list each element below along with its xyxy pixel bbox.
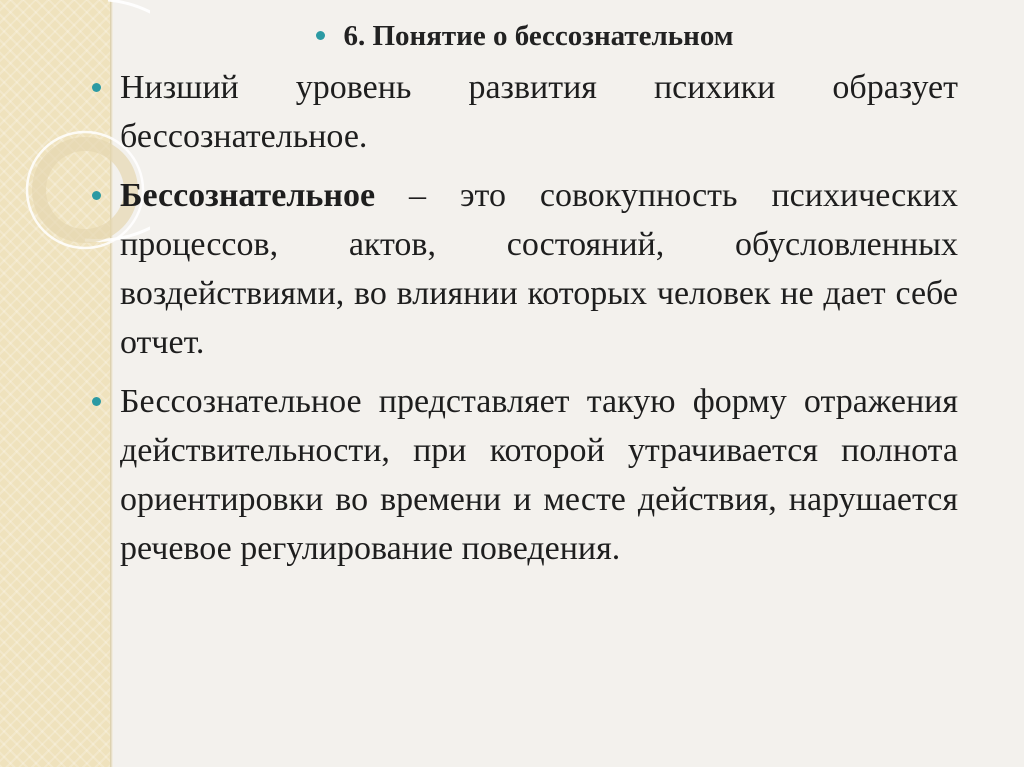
bullet-icon [92,397,101,406]
item-text: Низший уровень развития психики образует бессознательное. [120,69,958,155]
item-text: – это совокупность психических процессов, актов, состояний, обусловленных воздействиями, во влиянии которых человек не дает себе отчет. [120,177,958,361]
slide-title-row [92,20,958,53]
list-item [92,171,958,367]
item-text: Бессознательное представляет такую форму отражения действительности, при которой утрачивается полнота ориентировки во времени и месте действия, нарушается речевое регулирование поведения. [120,383,958,567]
slide-title: 6. Понятие о бессознательном [343,20,734,52]
slide-content [92,20,958,583]
list-item [92,63,958,161]
item-term: Бессознательное [120,177,376,214]
bullet-icon [92,83,101,92]
bullet-icon [92,191,101,200]
bullet-icon [316,31,325,40]
list-item [92,377,958,573]
